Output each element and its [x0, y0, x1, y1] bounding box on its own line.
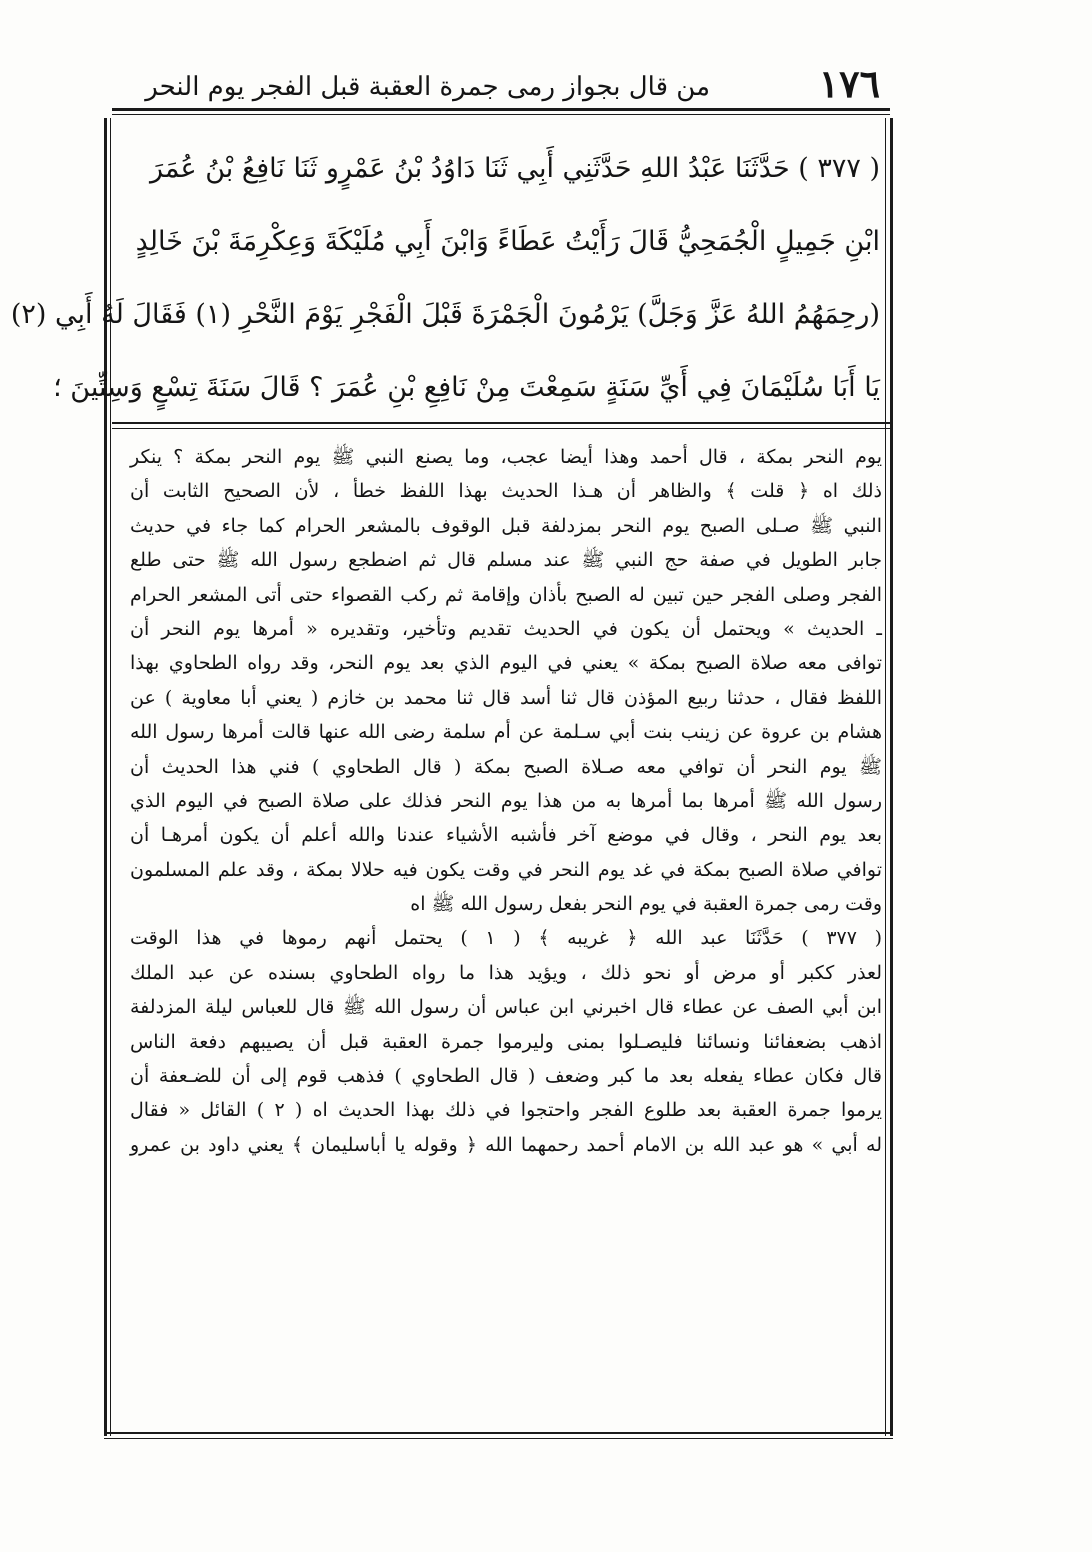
frame-right-border [890, 118, 893, 1436]
commentary-line: يوم النحر بمكة ، قال أحمد وهذا أيضا عجب، وما يصنع النبي ﷺ يوم النحر بمكة ؟ ينكر [130, 446, 882, 468]
commentary-line: توافى معه صلاة الصبح بمكة » يعني في اليوم الذي بعد يوم النحر، وقد رواه الطحاوي بهذا [130, 652, 882, 675]
commentary-line: لعذر ككبر أو مرض أو نحو ذلك ، ويؤيد هذا ما رواه الطحاوي بسنده عن عبد الملك [130, 961, 882, 984]
commentary-line: اللفظ فقال ، حدثنا ربيع المؤذن قال ثنا أسد قال ثنا محمد بن خازم ( يعني أبا معاوية ) عن [130, 686, 882, 709]
separator-rule-thin [112, 428, 890, 429]
commentary-line: الفجر وصلى الفجر حين تبين له الصبح بأذان وإقامة ثم ركب القصواء حتى أتى المشعر الحرام [130, 583, 882, 606]
hadith-line: ( ٣٧٧ ) حَدَّثَنَا عَبْدُ اللهِ حَدَّثَنِي أَبِي ثَنَا دَاوُدُ بْنُ عَمْرٍو ثَنَا نَافِعُ بْنُ عُمَرَ [150, 153, 880, 184]
running-title: من قال بجواز رمى جمرة العقبة قبل الفجر يوم النحر [145, 72, 710, 102]
commentary-line: توافي صلاة الصبح بمكة في غد يوم النحر في وقت يكون فيه حلالا بمكة ، وقد علم المسلمون [130, 858, 882, 881]
commentary-line: له أبي » هو عبد الله بن الامام أحمد رحمهما الله ﴿ وقوله يا أباسليمان ﴾ يعني داود بن عمرو [130, 1133, 882, 1156]
header-rule [112, 108, 890, 111]
hadith-line: (رحِمَهُمُ اللهُ عَزَّ وَجَلَّ) يَرْمُونَ الْجَمْرَةَ قَبْلَ الْفَجْرِ يَوْمَ النَّحْرِ (١) فَقَالَ لَهُ أَبِي (٢) [10, 299, 880, 330]
header-rule-thin [112, 114, 890, 115]
footer-rule-thin [104, 1438, 893, 1439]
page-number: ١٧٦ [818, 61, 880, 106]
separator-rule [112, 422, 890, 424]
hadith-line: ابْنِ جَمِيلٍ الْجُمَحِيُّ قَالَ رَأَيْتُ عَطَاءً وَابْنَ أَبِي مُلَيْكَةَ وَعِكْرِمَةَ بْنَ خَالِدٍ [135, 226, 880, 257]
commentary-line: يرموا جمرة العقبة بعد طلوع الفجر واحتجوا في ذلك بهذا الحديث اه ( ٢ ) القائل « فقال [130, 1099, 882, 1122]
commentary-line: هشام بن عروة عن زينب بنت أبي سـلمة عن أم سلمة رضى الله عنها قالت أمرها رسول الله [130, 721, 882, 744]
commentary-line: ﷺ يوم النحر أن توافي معه صـلاة الصبح بمكة ( قال الطحاوي ) فني هذا الحديث أن [130, 755, 882, 778]
commentary-line: بعد يوم النحر ، وقال في موضع آخر فأشبه الأشياء عندنا والله أعلم أن يكون أمرهـا أن [130, 824, 882, 847]
hadith-text [10, 132, 880, 424]
frame-right-border-thin [885, 118, 886, 1436]
commentary-text [130, 440, 882, 1162]
commentary-line: اذهب بضعفائنا ونسائنا فليصـلوا بمنى وليرموا جمرة العقبة قبل أن يصيبهم دفعة الناس [130, 1030, 882, 1053]
hadith-line: يَا أَبَا سُلَيْمَانَ فِي أَيِّ سَنَةٍ سَمِعْتَ مِنْ نَافِعِ بْنِ عُمَرَ ؟ قَالَ سَنَةَ تِسْعٍ وَسِتِّينَ ؛ [53, 372, 880, 403]
commentary-line: قال فكان عطاء يفعله بعد ما كبر وضعف ( قال الطحاوي ) فذهب قوم إلى أن للضـعفة أن [130, 1065, 882, 1088]
page-header [130, 62, 880, 112]
commentary-line: ـ الحديث » ويحتمل أن يكون في الحديث تقديم وتأخير، وتقديره « أمرها يوم النحر أن [130, 617, 882, 640]
commentary-line: وقت رمى جمرة العقبة في يوم النحر بفعل رسول الله ﷺ اه [410, 893, 882, 916]
commentary-line: النبي ﷺ صـلى الصبح يوم النحر بمزدلفة قبل الوقوف بالمشعر الحرام كما جاء في حديث [130, 514, 882, 537]
commentary-line: جابر الطويل في صفة حج النبي ﷺ عند مسلم قال ثم اضطجع رسول الله ﷺ حتى طلع [130, 549, 882, 572]
commentary-line: رسول الله ﷺ أمرها بما أمرها به من هذا يوم النحر فذلك على صلاة الصبح في اليوم الذي [130, 789, 882, 812]
commentary-line: ذلك اه ﴿ قلت ﴾ والظاهر أن هـذا الحديث بهذا اللفظ خطأ ، لأن الصحيح الثابت أن [130, 480, 882, 503]
footer-rule [104, 1432, 893, 1434]
commentary-line: ابن أبي الصف عن عطاء قال اخبرني ابن عباس أن رسول الله ﷺ قال للعباس ليلة المزدلفة [130, 996, 882, 1019]
commentary-line: ( ٣٧٧ ) حَدَّثَنَا عبد الله ﴿ غريبه ﴾ ( ١ ) يحتمل أنهم رموها في هذا الوقت [130, 927, 883, 950]
